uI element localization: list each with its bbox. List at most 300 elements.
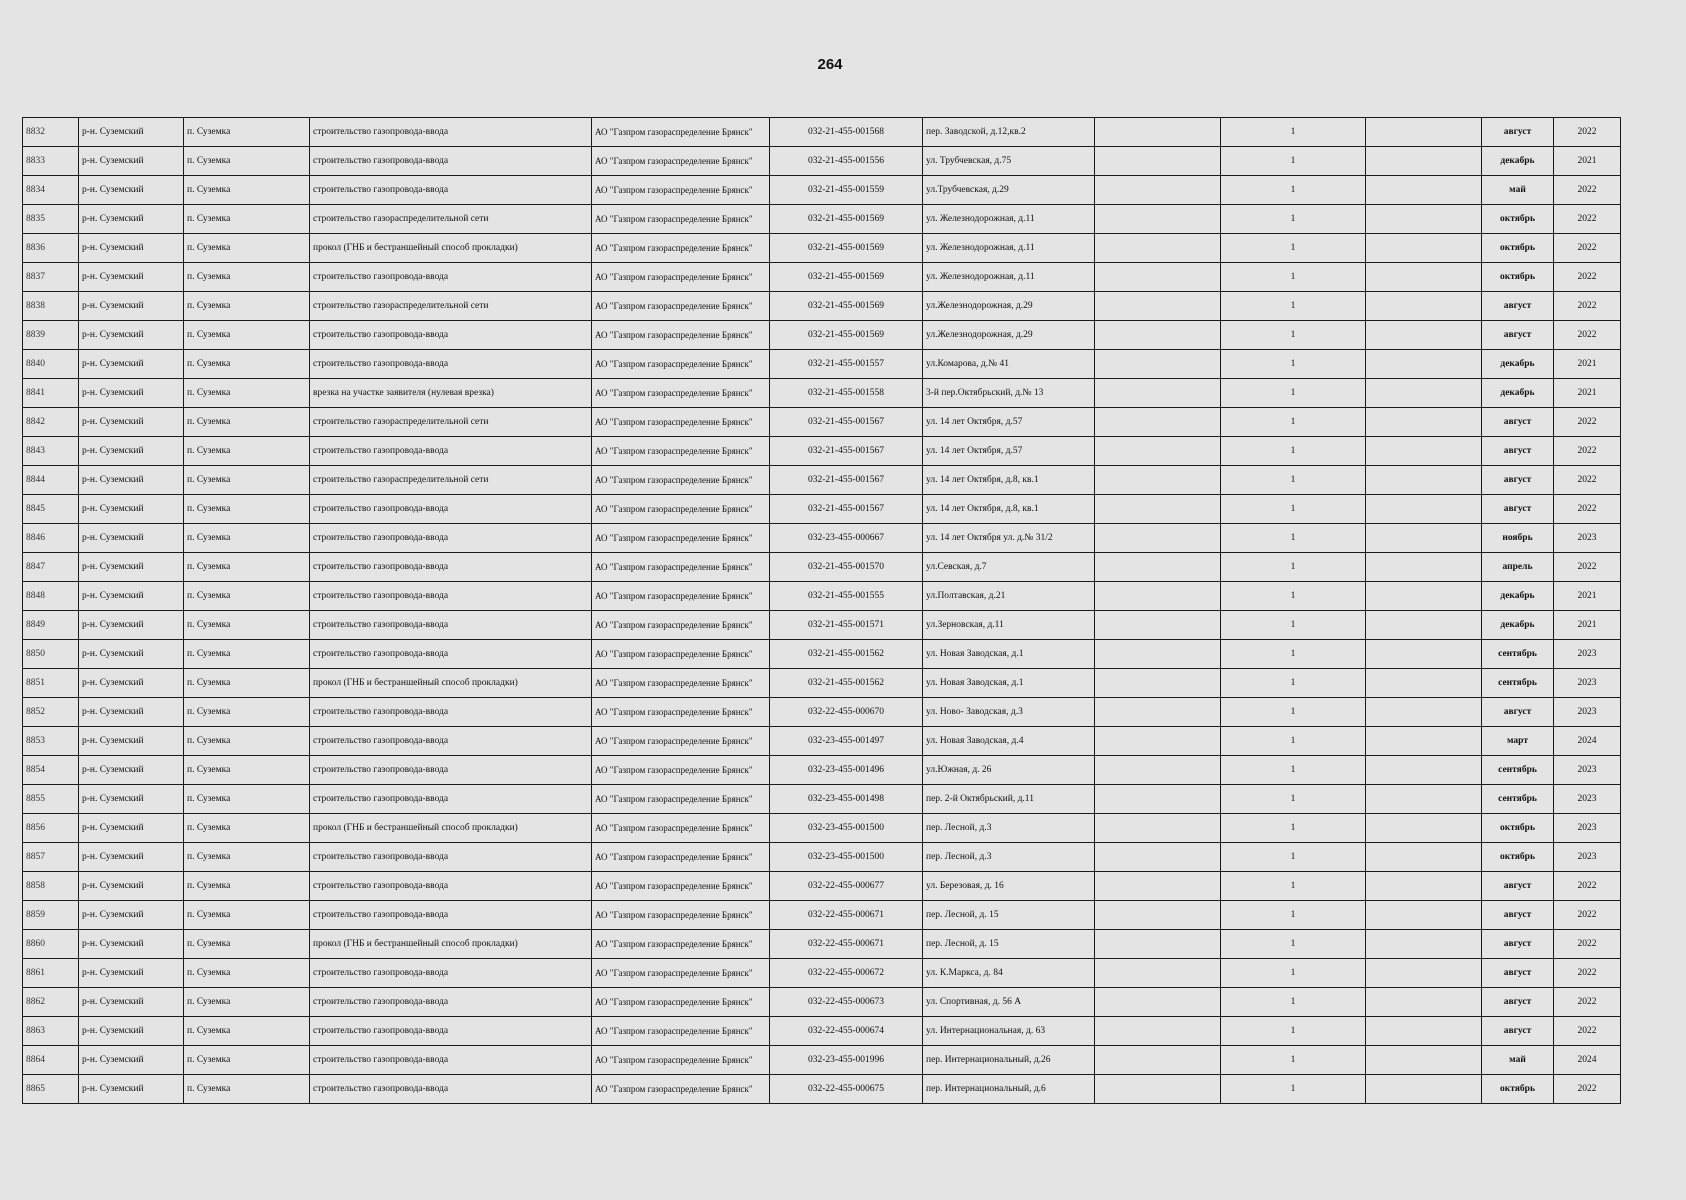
organization-cell: АО "Газпром газораспределение Брянск"	[592, 1017, 770, 1046]
quantity-cell: 1	[1221, 1075, 1366, 1104]
year-cell: 2022	[1554, 437, 1621, 466]
organization-cell: АО "Газпром газораспределение Брянск"	[592, 408, 770, 437]
work-type-cell: строительство газопровода-ввода	[310, 176, 592, 205]
work-type-cell: строительство газораспределительной сети	[310, 292, 592, 321]
quantity-cell: 1	[1221, 814, 1366, 843]
district-cell: р-н. Суземский	[79, 466, 184, 495]
empty-cell	[1095, 1017, 1221, 1046]
quantity-cell: 1	[1221, 263, 1366, 292]
organization-cell: АО "Газпром газораспределение Брянск"	[592, 495, 770, 524]
row-number-cell: 8857	[23, 843, 79, 872]
district-cell: р-н. Суземский	[79, 408, 184, 437]
month-cell: август	[1482, 959, 1554, 988]
district-cell: р-н. Суземский	[79, 814, 184, 843]
month-cell: август	[1482, 930, 1554, 959]
row-number-cell: 8853	[23, 727, 79, 756]
row-number-cell: 8861	[23, 959, 79, 988]
work-type-cell: прокол (ГНБ и бестраншейный способ прокладки)	[310, 930, 592, 959]
quantity-cell: 1	[1221, 321, 1366, 350]
work-type-cell: строительство газораспределительной сети	[310, 205, 592, 234]
settlement-cell: п. Суземка	[184, 872, 310, 901]
work-type-cell: строительство газопровода-ввода	[310, 147, 592, 176]
settlement-cell: п. Суземка	[184, 437, 310, 466]
organization-cell: АО "Газпром газораспределение Брянск"	[592, 814, 770, 843]
quantity-cell: 1	[1221, 205, 1366, 234]
address-cell: ул. 14 лет Октября, д.8, кв.1	[923, 495, 1095, 524]
month-cell: сентябрь	[1482, 756, 1554, 785]
settlement-cell: п. Суземка	[184, 698, 310, 727]
address-cell: пер. 2-й Октябрьский, д.11	[923, 785, 1095, 814]
year-cell: 2022	[1554, 118, 1621, 147]
work-type-cell: прокол (ГНБ и бестраншейный способ прокладки)	[310, 814, 592, 843]
row-number-cell: 8851	[23, 669, 79, 698]
table-row	[23, 756, 1621, 785]
work-type-cell: строительство газопровода-ввода	[310, 263, 592, 292]
year-cell: 2022	[1554, 205, 1621, 234]
address-cell: ул. Железнодорожная, д.11	[923, 205, 1095, 234]
organization-cell: АО "Газпром газораспределение Брянск"	[592, 1075, 770, 1104]
district-cell: р-н. Суземский	[79, 930, 184, 959]
address-cell: ул. 14 лет Октября, д.8, кв.1	[923, 466, 1095, 495]
district-cell: р-н. Суземский	[79, 872, 184, 901]
quantity-cell: 1	[1221, 379, 1366, 408]
year-cell: 2023	[1554, 640, 1621, 669]
year-cell: 2022	[1554, 408, 1621, 437]
district-cell: р-н. Суземский	[79, 176, 184, 205]
row-number-cell: 8863	[23, 1017, 79, 1046]
code-cell: 032-23-455-001498	[770, 785, 923, 814]
empty-cell	[1095, 582, 1221, 611]
table-row	[23, 321, 1621, 350]
address-cell: пер. Лесной, д.3	[923, 814, 1095, 843]
row-number-cell: 8845	[23, 495, 79, 524]
month-cell: август	[1482, 321, 1554, 350]
registry-body	[23, 118, 1621, 1104]
empty-cell	[1366, 292, 1482, 321]
month-cell: август	[1482, 466, 1554, 495]
code-cell: 032-21-455-001568	[770, 118, 923, 147]
district-cell: р-н. Суземский	[79, 669, 184, 698]
empty-cell	[1095, 118, 1221, 147]
organization-cell: АО "Газпром газораспределение Брянск"	[592, 640, 770, 669]
table-row	[23, 147, 1621, 176]
year-cell: 2023	[1554, 698, 1621, 727]
district-cell: р-н. Суземский	[79, 524, 184, 553]
table-row	[23, 785, 1621, 814]
month-cell: август	[1482, 901, 1554, 930]
empty-cell	[1095, 611, 1221, 640]
empty-cell	[1095, 901, 1221, 930]
quantity-cell: 1	[1221, 959, 1366, 988]
empty-cell	[1095, 988, 1221, 1017]
empty-cell	[1095, 292, 1221, 321]
organization-cell: АО "Газпром газораспределение Брянск"	[592, 118, 770, 147]
table-row	[23, 814, 1621, 843]
address-cell: ул. 14 лет Октября ул. д.№ 31/2	[923, 524, 1095, 553]
settlement-cell: п. Суземка	[184, 292, 310, 321]
empty-cell	[1095, 553, 1221, 582]
row-number-cell: 8852	[23, 698, 79, 727]
table-row	[23, 292, 1621, 321]
district-cell: р-н. Суземский	[79, 640, 184, 669]
settlement-cell: п. Суземка	[184, 640, 310, 669]
row-number-cell: 8836	[23, 234, 79, 263]
year-cell: 2022	[1554, 988, 1621, 1017]
code-cell: 032-23-455-001497	[770, 727, 923, 756]
code-cell: 032-21-455-001571	[770, 611, 923, 640]
work-type-cell: строительство газопровода-ввода	[310, 118, 592, 147]
table-row	[23, 640, 1621, 669]
code-cell: 032-21-455-001570	[770, 553, 923, 582]
empty-cell	[1366, 814, 1482, 843]
district-cell: р-н. Суземский	[79, 321, 184, 350]
empty-cell	[1366, 408, 1482, 437]
page-number: 264	[817, 56, 843, 73]
code-cell: 032-23-455-001500	[770, 814, 923, 843]
district-cell: р-н. Суземский	[79, 727, 184, 756]
district-cell: р-н. Суземский	[79, 350, 184, 379]
work-type-cell: строительство газопровода-ввода	[310, 988, 592, 1017]
quantity-cell: 1	[1221, 901, 1366, 930]
month-cell: декабрь	[1482, 350, 1554, 379]
settlement-cell: п. Суземка	[184, 176, 310, 205]
empty-cell	[1095, 205, 1221, 234]
organization-cell: АО "Газпром газораспределение Брянск"	[592, 988, 770, 1017]
quantity-cell: 1	[1221, 176, 1366, 205]
quantity-cell: 1	[1221, 350, 1366, 379]
year-cell: 2023	[1554, 524, 1621, 553]
quantity-cell: 1	[1221, 756, 1366, 785]
table-row	[23, 1046, 1621, 1075]
month-cell: май	[1482, 1046, 1554, 1075]
empty-cell	[1366, 872, 1482, 901]
settlement-cell: п. Суземка	[184, 147, 310, 176]
row-number-cell: 8849	[23, 611, 79, 640]
work-type-cell: строительство газопровода-ввода	[310, 495, 592, 524]
row-number-cell: 8841	[23, 379, 79, 408]
year-cell: 2022	[1554, 1017, 1621, 1046]
empty-cell	[1366, 437, 1482, 466]
row-number-cell: 8848	[23, 582, 79, 611]
organization-cell: АО "Газпром газораспределение Брянск"	[592, 466, 770, 495]
year-cell: 2022	[1554, 1075, 1621, 1104]
quantity-cell: 1	[1221, 437, 1366, 466]
district-cell: р-н. Суземский	[79, 234, 184, 263]
settlement-cell: п. Суземка	[184, 611, 310, 640]
code-cell: 032-21-455-001556	[770, 147, 923, 176]
empty-cell	[1366, 785, 1482, 814]
year-cell: 2022	[1554, 466, 1621, 495]
quantity-cell: 1	[1221, 524, 1366, 553]
year-cell: 2023	[1554, 785, 1621, 814]
address-cell: ул. Спортивная, д. 56 А	[923, 988, 1095, 1017]
organization-cell: АО "Газпром газораспределение Брянск"	[592, 843, 770, 872]
empty-cell	[1095, 843, 1221, 872]
organization-cell: АО "Газпром газораспределение Брянск"	[592, 872, 770, 901]
address-cell: ул.Южная, д. 26	[923, 756, 1095, 785]
empty-cell	[1366, 843, 1482, 872]
organization-cell: АО "Газпром газораспределение Брянск"	[592, 785, 770, 814]
empty-cell	[1366, 1046, 1482, 1075]
table-row	[23, 118, 1621, 147]
district-cell: р-н. Суземский	[79, 147, 184, 176]
empty-cell	[1095, 640, 1221, 669]
work-type-cell: прокол (ГНБ и бестраншейный способ прокладки)	[310, 234, 592, 263]
year-cell: 2021	[1554, 582, 1621, 611]
row-number-cell: 8854	[23, 756, 79, 785]
work-type-cell: строительство газопровода-ввода	[310, 698, 592, 727]
table-row	[23, 988, 1621, 1017]
organization-cell: АО "Газпром газораспределение Брянск"	[592, 524, 770, 553]
code-cell: 032-21-455-001555	[770, 582, 923, 611]
organization-cell: АО "Газпром газораспределение Брянск"	[592, 263, 770, 292]
empty-cell	[1095, 379, 1221, 408]
month-cell: апрель	[1482, 553, 1554, 582]
row-number-cell: 8832	[23, 118, 79, 147]
year-cell: 2021	[1554, 350, 1621, 379]
organization-cell: АО "Газпром газораспределение Брянск"	[592, 321, 770, 350]
table-row	[23, 495, 1621, 524]
empty-cell	[1366, 495, 1482, 524]
quantity-cell: 1	[1221, 872, 1366, 901]
empty-cell	[1366, 1017, 1482, 1046]
district-cell: р-н. Суземский	[79, 901, 184, 930]
address-cell: ул. Березовая, д. 16	[923, 872, 1095, 901]
empty-cell	[1095, 669, 1221, 698]
empty-cell	[1366, 669, 1482, 698]
work-type-cell: строительство газопровода-ввода	[310, 582, 592, 611]
empty-cell	[1095, 408, 1221, 437]
empty-cell	[1366, 988, 1482, 1017]
row-number-cell: 8837	[23, 263, 79, 292]
year-cell: 2022	[1554, 321, 1621, 350]
empty-cell	[1366, 1075, 1482, 1104]
code-cell: 032-21-455-001559	[770, 176, 923, 205]
work-type-cell: строительство газопровода-ввода	[310, 611, 592, 640]
empty-cell	[1366, 350, 1482, 379]
year-cell: 2023	[1554, 669, 1621, 698]
address-cell: ул. Новая Заводская, д.1	[923, 640, 1095, 669]
code-cell: 032-21-455-001567	[770, 466, 923, 495]
empty-cell	[1366, 727, 1482, 756]
district-cell: р-н. Суземский	[79, 1075, 184, 1104]
empty-cell	[1366, 611, 1482, 640]
settlement-cell: п. Суземка	[184, 234, 310, 263]
empty-cell	[1366, 379, 1482, 408]
code-cell: 032-22-455-000673	[770, 988, 923, 1017]
empty-cell	[1095, 959, 1221, 988]
table-row	[23, 379, 1621, 408]
organization-cell: АО "Газпром газораспределение Брянск"	[592, 756, 770, 785]
row-number-cell: 8838	[23, 292, 79, 321]
settlement-cell: п. Суземка	[184, 205, 310, 234]
row-number-cell: 8859	[23, 901, 79, 930]
year-cell: 2022	[1554, 176, 1621, 205]
table-row	[23, 234, 1621, 263]
row-number-cell: 8862	[23, 988, 79, 1017]
address-cell: пер. Заводской, д.12,кв.2	[923, 118, 1095, 147]
code-cell: 032-21-455-001557	[770, 350, 923, 379]
address-cell: ул.Зерновская, д.11	[923, 611, 1095, 640]
empty-cell	[1366, 524, 1482, 553]
quantity-cell: 1	[1221, 669, 1366, 698]
empty-cell	[1095, 930, 1221, 959]
code-cell: 032-21-455-001569	[770, 292, 923, 321]
organization-cell: АО "Газпром газораспределение Брянск"	[592, 379, 770, 408]
empty-cell	[1095, 698, 1221, 727]
quantity-cell: 1	[1221, 118, 1366, 147]
quantity-cell: 1	[1221, 785, 1366, 814]
row-number-cell: 8846	[23, 524, 79, 553]
quantity-cell: 1	[1221, 640, 1366, 669]
empty-cell	[1366, 698, 1482, 727]
work-type-cell: строительство газопровода-ввода	[310, 553, 592, 582]
code-cell: 032-21-455-001567	[770, 408, 923, 437]
empty-cell	[1095, 176, 1221, 205]
quantity-cell: 1	[1221, 466, 1366, 495]
empty-cell	[1095, 495, 1221, 524]
empty-cell	[1366, 176, 1482, 205]
quantity-cell: 1	[1221, 234, 1366, 263]
code-cell: 032-22-455-000672	[770, 959, 923, 988]
row-number-cell: 8865	[23, 1075, 79, 1104]
settlement-cell: п. Суземка	[184, 727, 310, 756]
code-cell: 032-22-455-000674	[770, 1017, 923, 1046]
empty-cell	[1366, 553, 1482, 582]
district-cell: р-н. Суземский	[79, 379, 184, 408]
table-row	[23, 901, 1621, 930]
organization-cell: АО "Газпром газораспределение Брянск"	[592, 205, 770, 234]
table-row	[23, 930, 1621, 959]
work-type-cell: строительство газопровода-ввода	[310, 437, 592, 466]
row-number-cell: 8843	[23, 437, 79, 466]
row-number-cell: 8855	[23, 785, 79, 814]
district-cell: р-н. Суземский	[79, 988, 184, 1017]
district-cell: р-н. Суземский	[79, 553, 184, 582]
work-type-cell: строительство газопровода-ввода	[310, 959, 592, 988]
work-type-cell: строительство газораспределительной сети	[310, 408, 592, 437]
district-cell: р-н. Суземский	[79, 205, 184, 234]
settlement-cell: п. Суземка	[184, 814, 310, 843]
work-type-cell: строительство газопровода-ввода	[310, 756, 592, 785]
empty-cell	[1095, 785, 1221, 814]
table-row	[23, 466, 1621, 495]
quantity-cell: 1	[1221, 698, 1366, 727]
row-number-cell: 8840	[23, 350, 79, 379]
table-row	[23, 611, 1621, 640]
organization-cell: АО "Газпром газораспределение Брянск"	[592, 901, 770, 930]
row-number-cell: 8850	[23, 640, 79, 669]
table-row	[23, 843, 1621, 872]
registry-table	[22, 117, 1621, 1104]
month-cell: сентябрь	[1482, 640, 1554, 669]
district-cell: р-н. Суземский	[79, 698, 184, 727]
code-cell: 032-21-455-001569	[770, 321, 923, 350]
district-cell: р-н. Суземский	[79, 495, 184, 524]
organization-cell: АО "Газпром газораспределение Брянск"	[592, 698, 770, 727]
empty-cell	[1095, 321, 1221, 350]
month-cell: август	[1482, 988, 1554, 1017]
quantity-cell: 1	[1221, 147, 1366, 176]
code-cell: 032-21-455-001558	[770, 379, 923, 408]
organization-cell: АО "Газпром газораспределение Брянск"	[592, 176, 770, 205]
settlement-cell: п. Суземка	[184, 408, 310, 437]
year-cell: 2022	[1554, 234, 1621, 263]
settlement-cell: п. Суземка	[184, 466, 310, 495]
year-cell: 2022	[1554, 959, 1621, 988]
code-cell: 032-23-455-000667	[770, 524, 923, 553]
code-cell: 032-23-455-001500	[770, 843, 923, 872]
month-cell: октябрь	[1482, 1075, 1554, 1104]
row-number-cell: 8864	[23, 1046, 79, 1075]
year-cell: 2024	[1554, 727, 1621, 756]
work-type-cell: строительство газопровода-ввода	[310, 524, 592, 553]
district-cell: р-н. Суземский	[79, 1017, 184, 1046]
code-cell: 032-23-455-001496	[770, 756, 923, 785]
settlement-cell: п. Суземка	[184, 524, 310, 553]
address-cell: ул.Полтавская, д.21	[923, 582, 1095, 611]
settlement-cell: п. Суземка	[184, 495, 310, 524]
quantity-cell: 1	[1221, 292, 1366, 321]
year-cell: 2022	[1554, 292, 1621, 321]
month-cell: октябрь	[1482, 814, 1554, 843]
month-cell: март	[1482, 727, 1554, 756]
code-cell: 032-21-455-001562	[770, 640, 923, 669]
row-number-cell: 8847	[23, 553, 79, 582]
month-cell: октябрь	[1482, 234, 1554, 263]
month-cell: август	[1482, 118, 1554, 147]
month-cell: декабрь	[1482, 147, 1554, 176]
organization-cell: АО "Газпром газораспределение Брянск"	[592, 234, 770, 263]
settlement-cell: п. Суземка	[184, 1017, 310, 1046]
table-row	[23, 872, 1621, 901]
organization-cell: АО "Газпром газораспределение Брянск"	[592, 727, 770, 756]
organization-cell: АО "Газпром газораспределение Брянск"	[592, 437, 770, 466]
code-cell: 032-22-455-000671	[770, 901, 923, 930]
organization-cell: АО "Газпром газораспределение Брянск"	[592, 959, 770, 988]
empty-cell	[1095, 466, 1221, 495]
address-cell: ул. К.Маркса, д. 84	[923, 959, 1095, 988]
table-row	[23, 524, 1621, 553]
year-cell: 2023	[1554, 814, 1621, 843]
year-cell: 2023	[1554, 756, 1621, 785]
district-cell: р-н. Суземский	[79, 843, 184, 872]
month-cell: август	[1482, 437, 1554, 466]
code-cell: 032-21-455-001567	[770, 437, 923, 466]
code-cell: 032-22-455-000675	[770, 1075, 923, 1104]
row-number-cell: 8860	[23, 930, 79, 959]
organization-cell: АО "Газпром газораспределение Брянск"	[592, 611, 770, 640]
month-cell: август	[1482, 698, 1554, 727]
address-cell: ул. 14 лет Октября, д.57	[923, 408, 1095, 437]
month-cell: май	[1482, 176, 1554, 205]
code-cell: 032-21-455-001562	[770, 669, 923, 698]
quantity-cell: 1	[1221, 495, 1366, 524]
month-cell: август	[1482, 408, 1554, 437]
district-cell: р-н. Суземский	[79, 785, 184, 814]
month-cell: ноябрь	[1482, 524, 1554, 553]
quantity-cell: 1	[1221, 1046, 1366, 1075]
settlement-cell: п. Суземка	[184, 379, 310, 408]
row-number-cell: 8839	[23, 321, 79, 350]
row-number-cell: 8858	[23, 872, 79, 901]
settlement-cell: п. Суземка	[184, 930, 310, 959]
table-row	[23, 553, 1621, 582]
organization-cell: АО "Газпром газораспределение Брянск"	[592, 350, 770, 379]
work-type-cell: строительство газопровода-ввода	[310, 727, 592, 756]
quantity-cell: 1	[1221, 553, 1366, 582]
month-cell: октябрь	[1482, 263, 1554, 292]
